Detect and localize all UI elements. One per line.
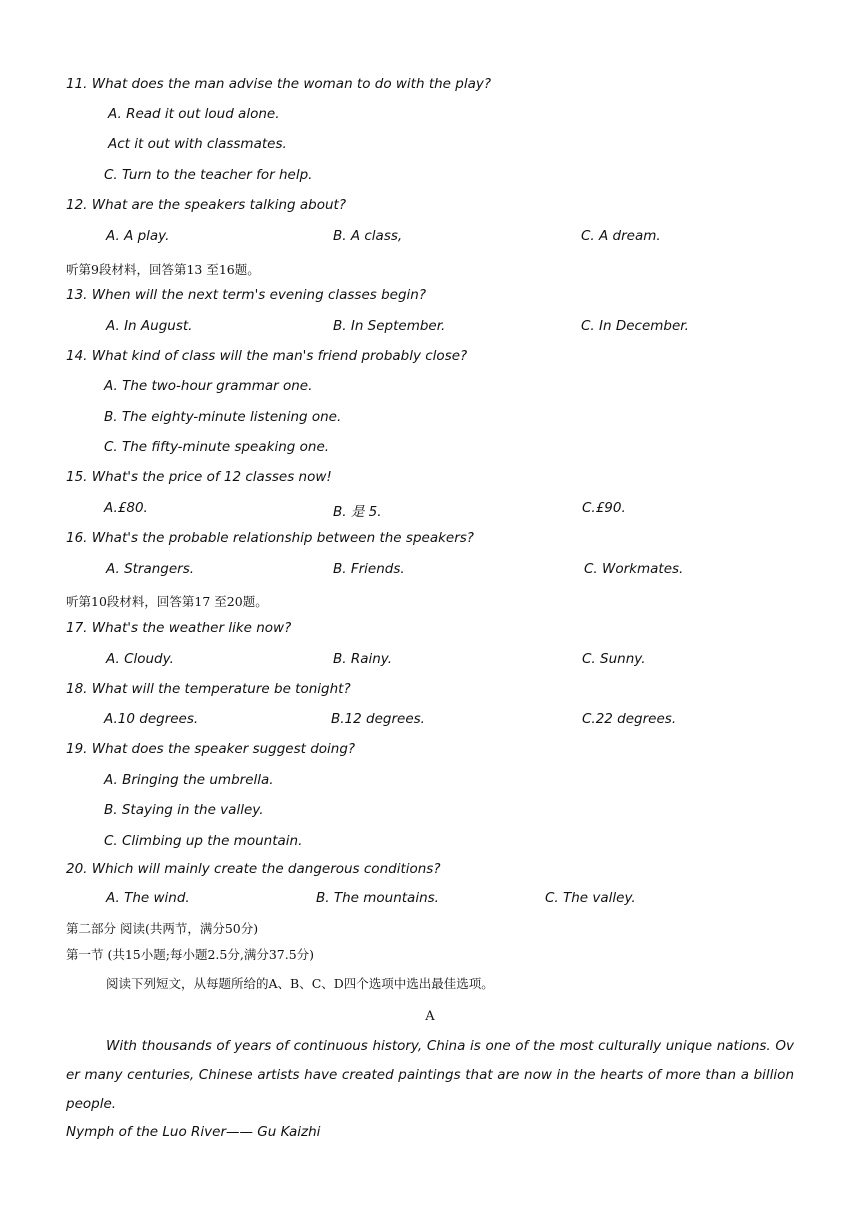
- option-14-a: A. The two-hour grammar one.: [104, 378, 313, 394]
- question-17: 17. What's the weather like now?: [66, 620, 292, 636]
- question-16: 16. What's the probable relationship between the speakers?: [66, 530, 474, 546]
- option-17-a: A. Cloudy.: [106, 651, 174, 667]
- option-17-b: B. Rainy.: [333, 651, 393, 667]
- question-12: 12. What are the speakers talking about?: [66, 197, 346, 213]
- section-9-instruction: 听第9段材料，回答第13 至16题。: [66, 262, 260, 277]
- option-12-c: C. A dream.: [581, 228, 661, 244]
- option-14-b: B. The eighty-minute listening one.: [104, 409, 342, 425]
- option-18-c: C.22 degrees.: [582, 711, 677, 727]
- painting-title: Nymph of the Luo River—— Gu Kaizhi: [66, 1124, 321, 1140]
- option-19-b: B. Staying in the valley.: [104, 802, 264, 818]
- option-18-a: A.10 degrees.: [104, 711, 199, 727]
- option-16-b: B. Friends.: [333, 561, 405, 577]
- section-1-heading: 第一节 (共15小题;每小题2.5分,满分37.5分): [66, 947, 315, 962]
- option-13-b: B. In September.: [333, 318, 446, 334]
- part-2-heading: 第二部分 阅读(共两节，满分50分): [66, 921, 259, 936]
- option-19-c: C. Climbing up the mountain.: [104, 833, 303, 849]
- option-16-c: C. Workmates.: [584, 561, 684, 577]
- section-10-instruction: 听第10段材料，回答第17 至20题。: [66, 594, 268, 609]
- option-20-a: A. The wind.: [106, 890, 190, 906]
- question-14: 14. What kind of class will the man's friend probably close?: [66, 348, 468, 364]
- option-11-a: A. Read it out loud alone.: [108, 106, 280, 122]
- option-14-c: C. The fifty-minute speaking one.: [104, 439, 330, 455]
- question-11: 11. What does the man advise the woman to do with the play?: [66, 76, 492, 92]
- option-13-a: A. In August.: [106, 318, 193, 334]
- passage-paragraph: With thousands of years of continuous history, China is one of the most culturally unique nations. Over many centuries, Chinese artists have created paintings that are now in the hearts of more than a billion people.: [66, 1038, 794, 1112]
- option-13-c: C. In December.: [581, 318, 689, 334]
- question-20: 20. Which will mainly create the dangerous conditions?: [66, 861, 441, 877]
- option-12-a: A. A play.: [106, 228, 170, 244]
- question-13: 13. When will the next term's evening classes begin?: [66, 287, 427, 303]
- option-11-c: C. Turn to the teacher for help.: [104, 167, 313, 183]
- passage-label: A: [425, 1009, 435, 1024]
- option-15-b: B. 是 5.: [333, 504, 382, 520]
- option-15-c: C.£90.: [582, 500, 626, 516]
- option-16-a: A. Strangers.: [106, 561, 195, 577]
- question-18: 18. What will the temperature be tonight?: [66, 681, 351, 697]
- option-15-a: A.£80.: [104, 500, 148, 516]
- option-20-c: C. The valley.: [545, 890, 636, 906]
- question-15: 15. What's the price of 12 classes now!: [66, 469, 332, 485]
- option-19-a: A. Bringing the umbrella.: [104, 772, 274, 788]
- option-18-b: B.12 degrees.: [331, 711, 425, 727]
- option-11-b: Act it out with classmates.: [108, 136, 287, 152]
- question-19: 19. What does the speaker suggest doing?: [66, 741, 356, 757]
- option-17-c: C. Sunny.: [582, 651, 646, 667]
- option-20-b: B. The mountains.: [316, 890, 439, 906]
- option-12-b: B. A class,: [333, 228, 403, 244]
- reading-instruction: 阅读下列短文，从每题所给的A、B、C、D四个选项中选出最佳选项。: [106, 976, 494, 991]
